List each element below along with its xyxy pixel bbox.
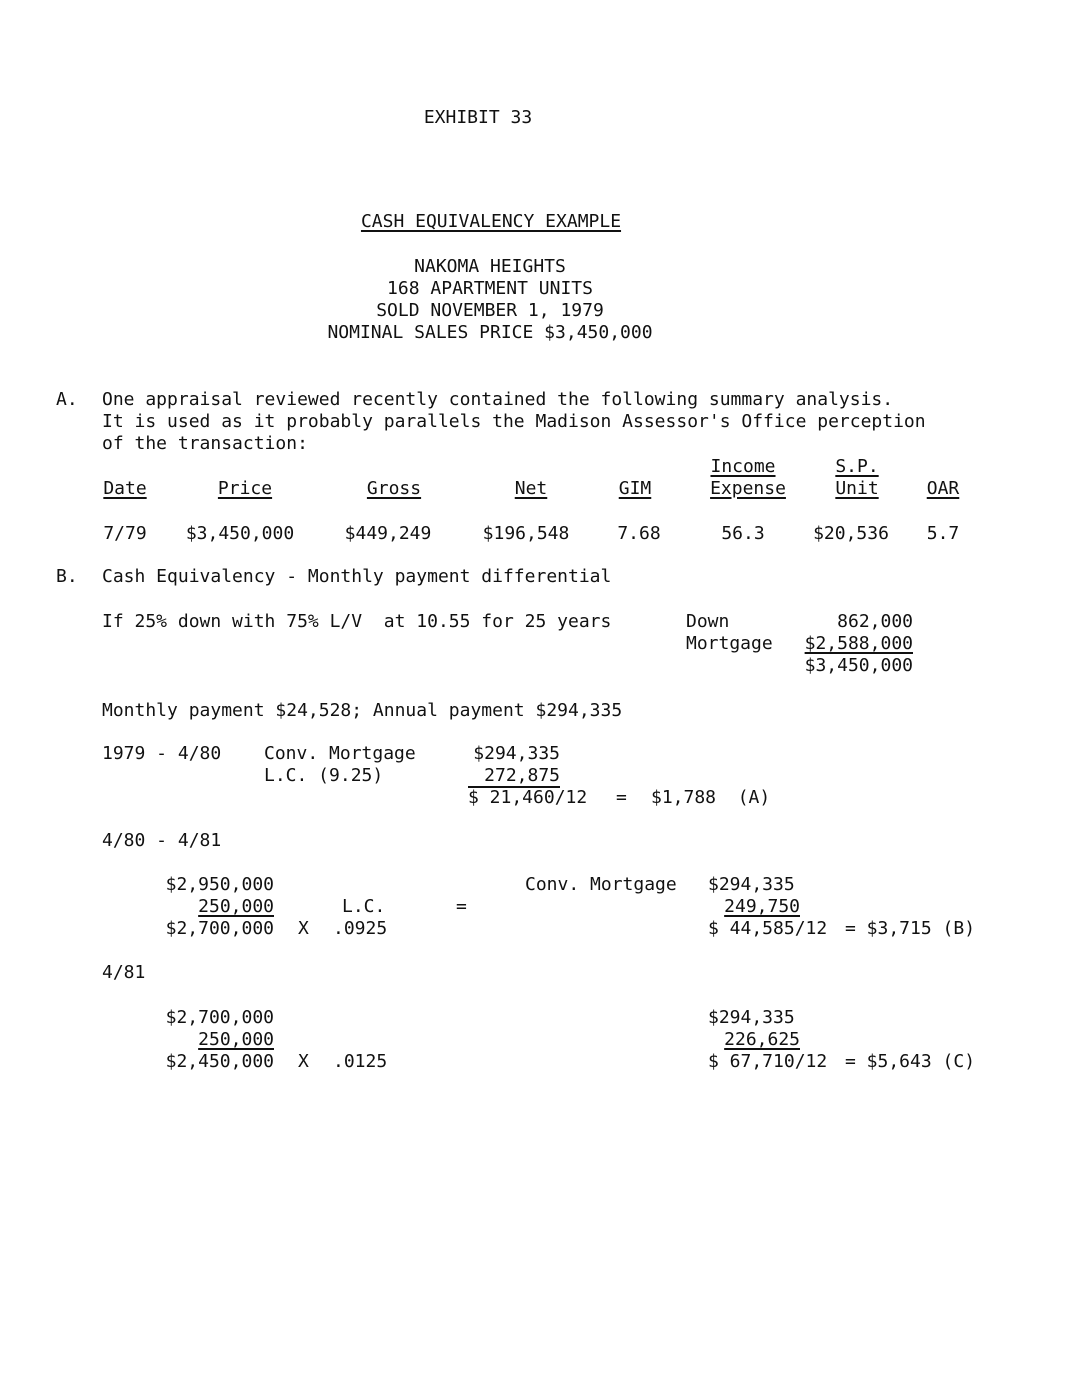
cell-net: $196,548 — [482, 523, 570, 544]
cell-oar: 5.7 — [926, 523, 960, 544]
section-a-text-line: of the transaction: — [102, 433, 308, 454]
section-b-marker: B. — [56, 566, 78, 587]
period-2-amount-b: 250,000 — [198, 896, 274, 917]
period-1-diff: $ 21,460/12 — [468, 787, 588, 808]
cell-gim: 7.68 — [617, 523, 661, 544]
cell-gross: $449,249 — [344, 523, 432, 544]
period-3-diff: $ 67,710/12 — [708, 1051, 828, 1072]
header-gross: Gross — [366, 478, 422, 499]
period-2-rate: .0925 — [333, 918, 388, 939]
mortgage-value: $2,588,000 — [804, 633, 913, 654]
period-2-diff: $ 44,585/12 — [708, 918, 828, 939]
cell-date: 7/79 — [103, 523, 147, 544]
down-value: 862,000 — [837, 611, 913, 632]
property-units: 168 APARTMENT UNITS — [387, 278, 593, 299]
header-gim: GIM — [618, 478, 652, 499]
period-1-conv-label: Conv. Mortgage — [264, 743, 416, 764]
period-2-lc-label: L.C. — [342, 896, 386, 917]
period-1-conv-value: $294,335 — [473, 743, 560, 764]
section-a-text-line: It is used as it probably parallels the Madison Assessor's Office perception — [102, 411, 926, 432]
section-b-title: Cash Equivalency - Monthly payment differential — [102, 566, 612, 587]
period-2-conv-value: $294,335 — [708, 874, 795, 895]
financing-total: $3,450,000 — [804, 655, 913, 676]
period-3-amount-c: $2,450,000 — [165, 1051, 274, 1072]
period-2-result: = $3,715 (B) — [845, 918, 976, 939]
period-1-lc-value: 272,875 — [484, 765, 560, 786]
section-a-text-line: One appraisal reviewed recently contained the following summary analysis. — [102, 389, 894, 410]
period-1-lc-label: L.C. (9.25) — [264, 765, 384, 786]
header-sp: S.P. — [835, 456, 879, 477]
period-3-result: = $5,643 (C) — [845, 1051, 976, 1072]
period-2-amount-a: $2,950,000 — [165, 874, 274, 895]
header-price: Price — [217, 478, 273, 499]
loan-assumption: If 25% down with 75% L/V at 10.55 for 25 years — [102, 611, 612, 632]
period-1-label: 1979 - 4/80 — [102, 743, 222, 764]
period-3-conv-value: $294,335 — [708, 1007, 795, 1028]
section-a-marker: A. — [56, 389, 78, 410]
period-3-label: 4/81 — [102, 962, 146, 983]
header-date: Date — [103, 478, 147, 499]
header-expense: Expense — [710, 478, 786, 499]
period-1-equals: = — [616, 787, 627, 808]
payment-line: Monthly payment $24,528; Annual payment $294,335 — [102, 700, 623, 721]
period-3-amount-b: 250,000 — [198, 1029, 274, 1050]
period-2-times: X — [298, 918, 309, 939]
period-2-conv-label: Conv. Mortgage — [525, 874, 677, 895]
period-3-times: X — [298, 1051, 309, 1072]
cell-sp-unit: $20,536 — [813, 523, 889, 544]
period-2-amount-c: $2,700,000 — [165, 918, 274, 939]
period-3-rate: .0125 — [333, 1051, 388, 1072]
cell-price: $3,450,000 — [185, 523, 295, 544]
period-2-label: 4/80 - 4/81 — [102, 830, 222, 851]
page-heading: CASH EQUIVALENCY EXAMPLE — [360, 211, 622, 232]
period-1-result: $1,788 (A) — [651, 787, 771, 808]
down-label: Down — [686, 611, 730, 632]
header-oar: OAR — [926, 478, 960, 499]
property-name: NAKOMA HEIGHTS — [414, 256, 566, 277]
period-3-amount-a: $2,700,000 — [165, 1007, 274, 1028]
period-2-lc-value: 249,750 — [724, 896, 800, 917]
header-unit: Unit — [835, 478, 879, 499]
period-3-lc-value: 226,625 — [724, 1029, 800, 1050]
property-sold-date: SOLD NOVEMBER 1, 1979 — [376, 300, 604, 321]
header-income: Income — [710, 456, 776, 477]
exhibit-title: EXHIBIT 33 — [423, 107, 533, 128]
cell-income-expense: 56.3 — [721, 523, 765, 544]
property-price: NOMINAL SALES PRICE $3,450,000 — [327, 322, 653, 343]
header-net: Net — [514, 478, 548, 499]
mortgage-label: Mortgage — [686, 633, 773, 654]
period-2-equals: = — [456, 896, 467, 917]
